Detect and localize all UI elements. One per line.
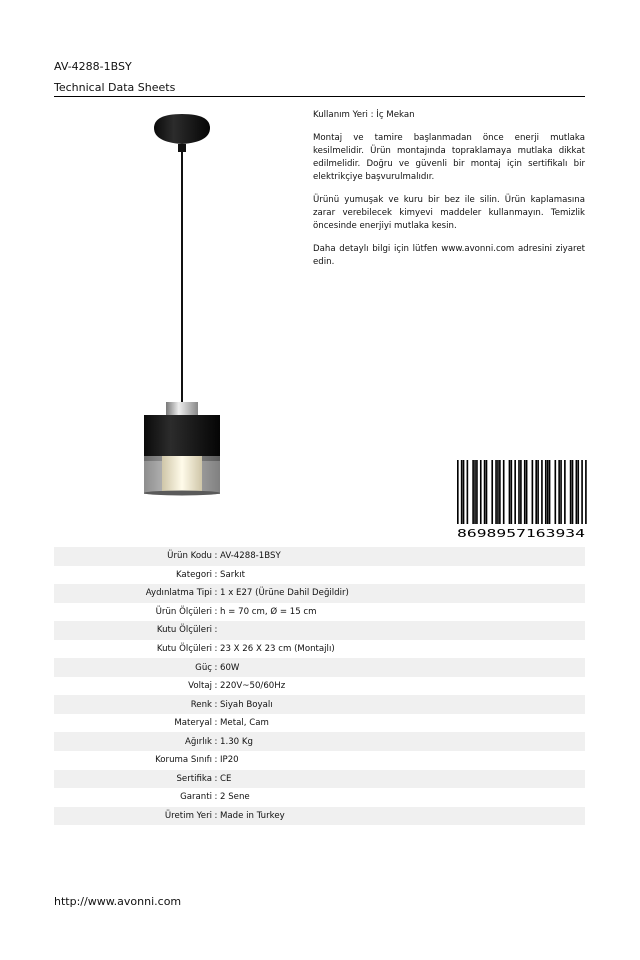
spec-label: Kategori — [175, 569, 212, 580]
spec-value: 1 x E27 (Ürüne Dahil Değildir) — [220, 584, 585, 603]
barcode-bar — [497, 460, 499, 530]
spec-value: Siyah Boyalı — [220, 695, 585, 714]
barcode-bar — [463, 460, 465, 530]
document-subtitle: Technical Data Sheets — [54, 81, 176, 94]
barcode-bar — [545, 460, 547, 530]
spec-separator: : — [212, 695, 220, 714]
spec-label: Sertifika — [54, 770, 212, 789]
spec-separator: : — [212, 732, 220, 751]
barcode-bar — [484, 460, 486, 530]
barcode-bar — [520, 460, 522, 530]
spec-row — [54, 807, 585, 826]
spec-value: h = 70 cm, Ø = 15 cm — [220, 606, 317, 617]
spec-row — [54, 640, 585, 659]
barcode-bar — [514, 460, 516, 530]
barcode-bar — [576, 460, 578, 530]
spec-label: Ürün Kodu — [54, 547, 212, 566]
barcode-bar — [570, 460, 572, 530]
spec-value: 2 Sene — [220, 792, 250, 803]
barcode-bars — [457, 460, 587, 530]
spec-separator: : — [214, 755, 218, 766]
lamp-shade — [144, 415, 220, 496]
website-paragraph: Daha detaylı bilgi için lütfen www.avonni.com adresini ziyaret edin. — [313, 244, 585, 267]
barcode-bar — [526, 460, 528, 530]
spec-row — [54, 603, 585, 622]
spec-label: Garanti — [180, 792, 212, 803]
spec-label: Kutu Ölçüleri — [54, 621, 212, 640]
barcode-bar — [581, 460, 583, 530]
spec-value: 60W — [220, 658, 585, 677]
usage-location: Kullanım Yeri : İç Mekan — [313, 110, 415, 120]
spec-label: Voltaj — [188, 681, 212, 692]
barcode-bar — [547, 460, 549, 530]
barcode-bar — [524, 460, 526, 530]
spec-value: IP20 — [220, 755, 239, 766]
spec-separator: : — [214, 718, 218, 729]
spec-row — [54, 621, 585, 640]
spec-label: Renk — [54, 695, 212, 714]
spec-value: 1.30 Kg — [220, 732, 585, 751]
product-code: AV-4288-1BSY — [54, 60, 132, 73]
spec-label: Materyal — [174, 718, 212, 729]
safety-paragraph: Montaj ve tamire başlanmadan önce enerji mutlaka kesilmelidir. Ürün montajında topraklamaya mutlaka dikkat edilmelidir. Doğru ve güvenli bir montaj için sertifikalı bir elektrikçiye başvurulmalıdır. — [313, 133, 585, 182]
spec-value — [220, 621, 585, 640]
spec-row — [54, 566, 585, 585]
barcode-bar — [532, 460, 534, 530]
barcode-bar — [558, 460, 560, 530]
barcode-bar — [549, 460, 551, 530]
spec-separator: : — [214, 569, 218, 580]
spec-value: AV-4288-1BSY — [220, 547, 585, 566]
barcode-bar — [457, 460, 459, 530]
spec-label: Kutu Ölçüleri — [156, 644, 212, 654]
barcode-bar — [564, 460, 566, 530]
barcode-bar — [503, 460, 505, 530]
spec-separator: : — [212, 584, 220, 603]
barcode-bar — [467, 460, 469, 530]
barcode-bar — [476, 460, 478, 530]
spec-label: Aydınlatma Tipi — [54, 584, 212, 603]
spec-value: Made in Turkey — [220, 807, 585, 826]
barcode-bar — [472, 460, 474, 530]
spec-separator: : — [212, 770, 220, 789]
barcode-bar — [537, 460, 539, 530]
footer-website-url: http://www.avonni.com — [54, 895, 182, 908]
spec-label: Ağırlık — [54, 732, 212, 751]
spec-row — [54, 714, 585, 733]
barcode-bar — [480, 460, 482, 530]
barcode — [457, 460, 587, 540]
product-image — [130, 112, 234, 502]
barcode-bar — [535, 460, 537, 530]
barcode-bar — [491, 460, 493, 530]
spec-row — [54, 732, 585, 751]
specification-table — [54, 547, 585, 825]
lamp-holder — [166, 402, 198, 416]
spec-value: 220V~50/60Hz — [220, 681, 286, 692]
barcode-bar — [577, 460, 579, 530]
header-divider — [54, 96, 585, 97]
spec-value: 23 X 26 X 23 cm (Montajlı) — [220, 644, 335, 654]
barcode-bar — [495, 460, 497, 530]
barcode-number: 8698957163934 — [457, 527, 586, 540]
spec-separator: : — [212, 807, 220, 826]
barcode-bar — [585, 460, 587, 530]
spec-row — [54, 770, 585, 789]
barcode-bar — [486, 460, 488, 530]
barcode-bar — [474, 460, 476, 530]
spec-separator: : — [214, 644, 218, 654]
spec-value: Sarkıt — [220, 569, 245, 580]
barcode-bar — [518, 460, 520, 530]
spec-label: Güç — [54, 658, 212, 677]
spec-row — [54, 788, 585, 807]
care-paragraph: Ürünü yumuşak ve kuru bir bez ile silin. Ürün kaplamasına zarar verebilecek kimyevi maddeler kullanmayın. Temizlik öncesinde enerjiyi mutlaka kesin. — [313, 195, 585, 231]
spec-row — [54, 751, 585, 770]
spec-row — [54, 658, 585, 677]
spec-separator: : — [212, 547, 220, 566]
spec-separator: : — [214, 681, 218, 692]
barcode-bar — [560, 460, 562, 530]
barcode-bar — [509, 460, 511, 530]
barcode-bar — [541, 460, 543, 530]
spec-row — [54, 695, 585, 714]
spec-label: Üretim Yeri — [54, 807, 212, 826]
barcode-bar — [499, 460, 501, 530]
spec-value: Metal, Cam — [220, 718, 269, 729]
spec-separator: : — [214, 606, 218, 617]
spec-value: CE — [220, 770, 585, 789]
spec-separator: : — [212, 658, 220, 677]
spec-row — [54, 584, 585, 603]
spec-label: Ürün Ölçüleri — [155, 606, 212, 617]
barcode-bar — [555, 460, 557, 530]
spec-separator: : — [214, 792, 218, 803]
spec-row — [54, 677, 585, 696]
spec-row — [54, 547, 585, 566]
usage-information — [313, 109, 585, 269]
barcode-bar — [572, 460, 574, 530]
canopy — [154, 114, 210, 152]
spec-separator: : — [212, 621, 220, 640]
barcode-bar — [511, 460, 513, 530]
barcode-bar — [461, 460, 463, 530]
spec-label: Koruma Sınıfı — [155, 755, 212, 766]
